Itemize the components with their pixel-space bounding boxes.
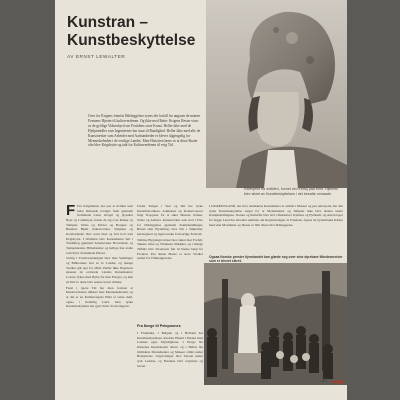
- section-subheading: Fra Norge til Peloponnes: [137, 324, 181, 328]
- body-paragraph: F Før Krigsmenn, der paa et hvilket som helst Omraade trængte frem gjennem fremmede Land, hærget og plyndret Byer og Landsbyer, kastet de sig over Kirker og Templer, Slotte og Palæer og Borgere og Bønders Hjem. Kunstværker, Smykker og Kostbarheder blev revet med og ført bort som Krigsbytte. I Oldtiden blev Kunstskatter ført i Triumftog gjennem Seierherrens Hovedstad, og Tempelskatter, Billedstøtter og hellige Kar endte som Pynt i fremmede Palæer.: [66, 204, 133, 255]
- crowd-statue-photo: [204, 263, 347, 385]
- article-intro: [88, 114, 201, 148]
- body-paragraph: Under Krigen i Vest og Øst har tyske Kunsthistorikere, Arkitekter og Konservatorer fulgt Troppene for at sikre Museer, Kirker, Slotte og Arkiver. Kunstværker som stod i Fare for Ødeleggelse gjennem Kamphandlinger, Brand eller Plyndring, blev ført i Sikkerhet, katalogisert og lagret under forsvarlige Forhold.: [137, 204, 203, 236]
- helmet-portrait-photo: [206, 0, 347, 188]
- drop-cap: F: [66, 204, 76, 219]
- body-paragraph: Først i nyere Tid har man forstaat at Kunstværkerne tilhører hele Menneskeheden, og at det er en Kulturnasjons Plikt at verne dem, ogsaa i fiendtlig Land. Den tyske Kunstbeskyttelse har gjort dette til sin Opgave.: [66, 285, 133, 309]
- body-column-1: [66, 204, 133, 390]
- body-column-2: [137, 204, 203, 324]
- body-paragraph: I GRÆKENLAND, der hvor Antikkens Kunstskatter er samlet i Museer og paa Akropolis, har den tyske Kunstbeskyttelse sørget for at Monumenter og Templer ikke blev skadet under Kamphandlingene. Statuer og Relieffer blev ført i Sikkerhet i Kjellere og Fjellrum, og Arkæologer fra begge Land har arbeidet sammen om Registreringen av Fundene. Ogsaa de bysantinske Kirker med sine Mosaikker og Ikoner er blitt sikret mot Ødeleggelse.: [209, 204, 343, 227]
- article-byline: AV ERNST LEWALTER: [67, 54, 126, 59]
- magazine-page: [55, 0, 347, 400]
- body-column-3: [209, 204, 343, 254]
- next-page-arrow-icon: [332, 379, 344, 385]
- body-paragraph: Tallrike Bygningsværker blev sikret mot Forfall, Takene tettet og Vinduene tildekket, og i mange Tilfelle blev Inventaret ført til Steder langt fra Fronten. Paa denne Maate er store Verdier reddet fra Tilintetgjørelse.: [137, 237, 203, 261]
- bottom-photo-caption: Ogsaa Norske prester hjemlandet kan glæde seg over sine dyrebare Mindesmerker som er blevet sikret.: [209, 255, 343, 264]
- top-photo-caption: Ridehjelm fra oldtiden, funnet ved Kertsj paa Krim. Hjelmen blev sikret av Kunstbeskyttelsen i det besatte omraade.: [244, 187, 339, 196]
- article-title: Kunstran – Kunstbeskyttelse: [67, 14, 196, 49]
- body-paragraph: Særlig i Trediveaarskrigen blev hele Samlinger og Biblioteker ført ut av Landet, og mange Verdier gik tapt for alltid. Heller ikke Napoleon skaanet de erobrede Landes Kunstskatter; Louvre fyltes med Bytte fra hele Europa, og kun en Del av dette blev senere levert tilbake.: [66, 256, 133, 284]
- body-paragraph: I Frankrike, i Belgien og i Holland har Kunstbeskyttelsen arbeidet Haand i Haand med Landets egne Myndigheter. I Norge ble Kirkenes Kunstskatter sikret, og i Hellas ble Oldtidens Monumenter og Museer stillet under Beskyttelse. Utgravninger blev fortsatt under tysk Ledelse, og Fundene blev registrert og bevart.: [137, 331, 203, 368]
- body-column-2-continued: [137, 331, 203, 393]
- page-number: 27: [322, 378, 328, 384]
- intro-paragraph: Over for Krigens fremfat Ødeleggelser synes det forfall fra ungsom de mærne Formens Hjerter til kulturverdenen. Og ikke med Rette: Krigens Rester viser os de gyldige Vidnesbyrd om Fortidens store Kunst. Heller ikke med de Hjelpemidler som Ingenierene har staat til Raadighed. Heller ikke med alle de Kunstværker som Arbeidet med Aarhundreder er blevet tilgjengelig for Menneskeheden i de vestlige Landes. Men Historien lærer os at disse Skatte ofte blev Krigsbytte og tabt for Kulturverdenen til evig Tid.: [88, 114, 201, 148]
